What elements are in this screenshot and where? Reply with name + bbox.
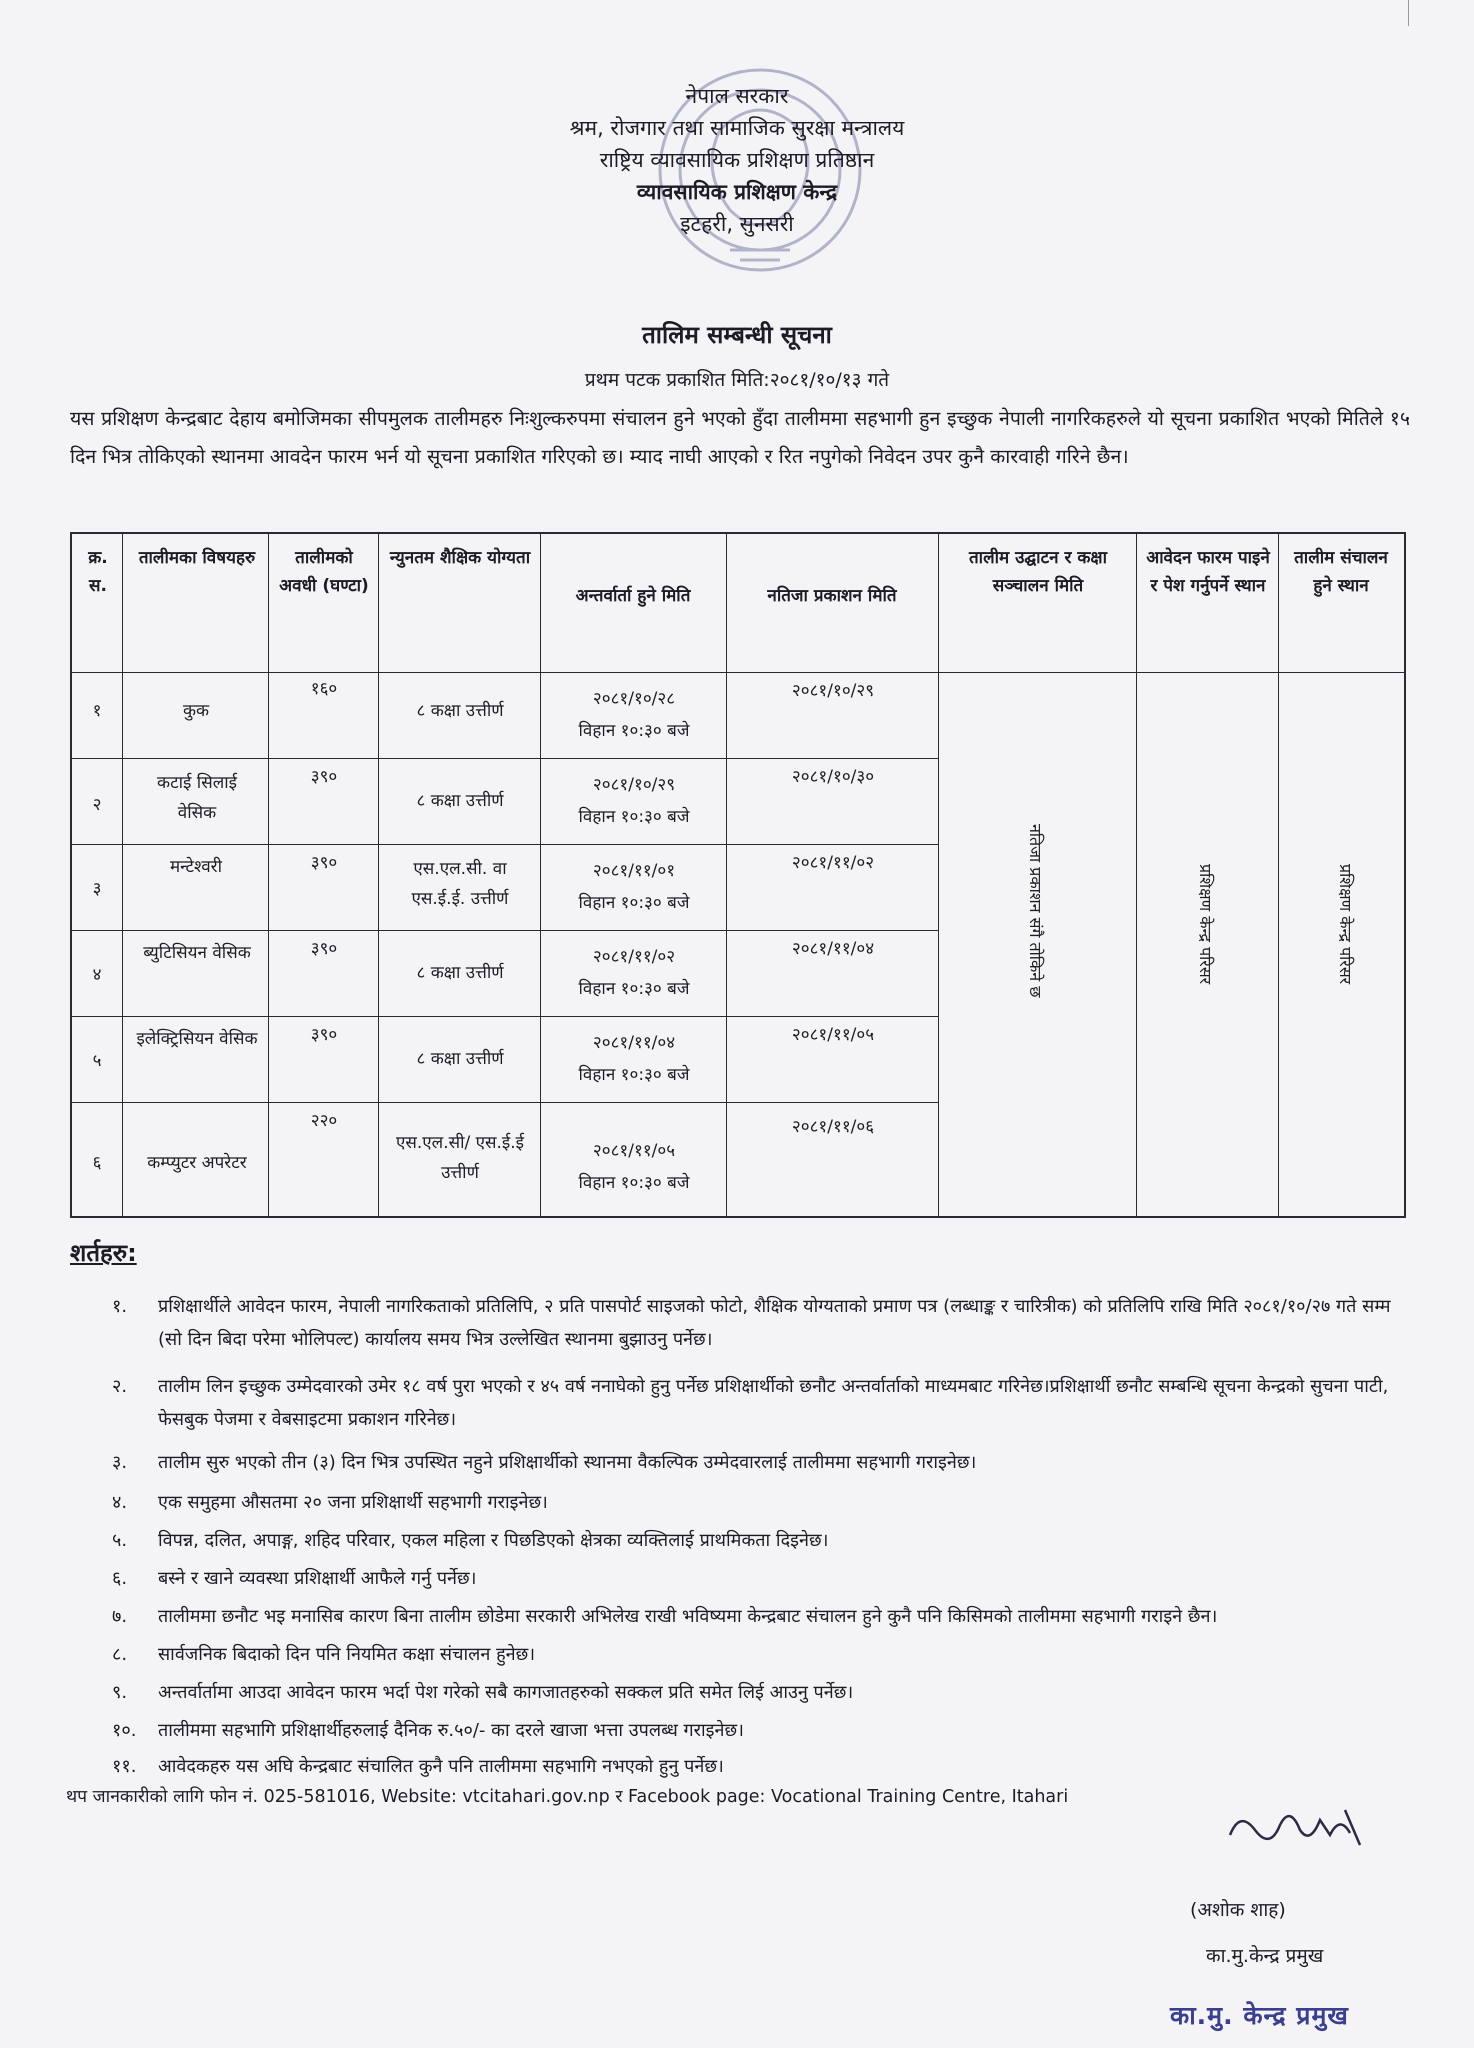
- letterhead-line-4: व्यावसायिक प्रशिक्षण केन्द्र: [636, 180, 838, 204]
- column-divider: [726, 534, 727, 1216]
- condition-text: तालीम लिन इच्छुक उम्मेदवारको उमेर १८ वर्ष पुरा भएको र ४५ वर्ष ननाघेको हुनु पर्नेछ प्रशिक्षार्थीको छनौट अन्तर्वार्ताको माध्यमबाट गरिनेछ।प्रशिक्षार्थी छनौट सम्बन्धि सूचना केन्द्रको सुचना पाटी, फेसबुक पेजमा र वेबसाइटमा प्रकाशन गरिनेछ।: [158, 1376, 1389, 1430]
- condition-item: [70, 1290, 1420, 1360]
- row-divider: [72, 758, 938, 759]
- letterhead-line-3: राष्ट्रिय व्यावसायिक प्रशिक्षण प्रतिष्ठान: [599, 148, 875, 172]
- header-result: नतिजा प्रकाशन मिति: [767, 586, 897, 606]
- published-date: प्रथम पटक प्रकाशित मिति:२०८१/१०/१३ गते: [584, 369, 890, 391]
- letterhead: [0, 80, 1474, 240]
- row3-interview-time: विहान १०:३० बजे: [578, 893, 690, 913]
- row-divider: [72, 930, 938, 931]
- condition-text: एक समुहमा औसतमा २० जना प्रशिक्षार्थी सहभागी गराइनेछ।: [158, 1492, 548, 1513]
- page-edge-line: [1408, 0, 1409, 26]
- row6-qualification: एस.एल.सी/ एस.ई.ई उत्तीर्ण: [395, 1133, 525, 1183]
- signer-title: का.मु.केन्द्र प्रमुख: [1206, 1945, 1324, 1967]
- row6-interview-date: २०८१/११/०५: [592, 1141, 676, 1161]
- row5-subject: इलेक्ट्रिसियन वेसिक: [136, 1029, 258, 1049]
- notice-intro: यस प्रशिक्षण केन्द्रबाट देहाय बमोजिमका सीपमुलक तालीमहरु निःशुल्करुपमा संचालन हुने भएको हुँदा तालीममा सहभागी हुन इच्छुक नेपाली नागरिकहरुले यो सूचना प्रकाशित भएको मितिले १५ दिन भित्र तोकिएको स्थानमा आवदेन फारम भर्न यो सूचना प्रकाशित गरिएको छ। म्याद नाघी आएको र रित नपुगेको निवेदन उपर कुनै कारवाही गरिने छैन।: [70, 407, 1410, 468]
- row6-interview-time: विहान १०:३० बजे: [578, 1173, 690, 1193]
- row4-duration: ३९०: [310, 939, 338, 959]
- row2-qualification: ८ कक्षा उत्तीर्ण: [416, 791, 504, 811]
- row6-result: २०८१/११/०६: [791, 1117, 875, 1137]
- row5-duration: ३९०: [310, 1025, 338, 1045]
- office-stamp: का.मु. केन्द्र प्रमुख: [1170, 2001, 1349, 2030]
- merged-venue-text: प्रशिक्षण केन्द्र परिसर: [1336, 864, 1355, 985]
- header-duration: तालीमको अवधी (घण्टा): [279, 548, 369, 596]
- condition-text: तालीम सुरु भएको तीन (३) दिन भित्र उपस्थित नहुने प्रशिक्षार्थीको स्थानमा वैकल्पिक उम्मेदवारलाई तालीममा सहभागी गराइनेछ।: [158, 1452, 977, 1473]
- row4-subject: ब्युटिसियन वेसिक: [143, 943, 251, 963]
- merged-inauguration-text: नतिजा प्रकाशन संगै तोकिने छ: [1026, 824, 1045, 998]
- row5-sn: ५: [92, 1051, 102, 1071]
- condition-number: ६.: [112, 1568, 128, 1589]
- condition-text: तालीममा छनौट भइ मनासिब कारण बिना तालीम छोडेमा सरकारी अभिलेख राखी भविष्यमा केन्द्रबाट संचालन हुने कुनै पनि किसिमको तालीममा सहभागी गराइने छैन।: [158, 1606, 1218, 1627]
- row2-result: २०८१/१०/३०: [791, 767, 875, 787]
- row3-subject: मन्टेश्वरी: [169, 857, 223, 877]
- row4-sn: ४: [92, 965, 102, 985]
- row4-qualification: ८ कक्षा उत्तीर्ण: [416, 963, 504, 983]
- header-venue: तालीम संचालन हुने स्थान: [1294, 548, 1388, 596]
- column-divider: [1136, 534, 1137, 1216]
- condition-text: प्रशिक्षार्थीले आवेदन फारम, नेपाली नागरिकताको प्रतिलिपि, २ प्रति पासपोर्ट साइजको फोटो, शैक्षिक योग्यताको प्रमाण पत्र (लब्धाङ्क र चारित्रीक) को प्रतिलिपि राखि मिति २०८१/१०/२७ गते सम्म (सो दिन बिदा परेमा भोलिपल्ट) कार्यालय समय भित्र उल्लेखित स्थानमा बुझाउनु पर्नेछ।: [158, 1296, 1391, 1350]
- letterhead-line-5: इटहरी, सुनसरी: [680, 212, 794, 236]
- conditions-heading: शर्तहरु:: [70, 1239, 137, 1267]
- condition-number: ११.: [112, 1756, 137, 1777]
- condition-number: ५.: [112, 1530, 128, 1551]
- row6-duration: २२०: [310, 1111, 338, 1131]
- table-header-divider: [72, 672, 1404, 673]
- column-divider: [378, 534, 379, 1216]
- row4-interview-date: २०८१/११/०२: [592, 947, 676, 967]
- column-divider: [938, 534, 939, 1216]
- condition-number: ३.: [112, 1452, 128, 1473]
- condition-text: आवेदकहरु यस अघि केन्द्रबाट संचालित कुनै पनि तालीममा सहभागि नभएको हुनु पर्नेछ।: [158, 1756, 724, 1777]
- column-divider: [122, 534, 123, 1216]
- row4-result: २०८१/११/०४: [791, 939, 875, 959]
- column-divider: [540, 534, 541, 1216]
- header-interview: अन्तर्वार्ता हुने मिति: [575, 586, 691, 606]
- header-subject: तालीमका विषयहरु: [138, 548, 256, 568]
- column-divider: [268, 534, 269, 1216]
- row-divider: [72, 1102, 938, 1103]
- condition-number: २.: [112, 1376, 128, 1397]
- row3-result: २०८१/११/०२: [791, 853, 875, 873]
- condition-item: [70, 1370, 1420, 1440]
- row3-qualification: एस.एल.सी. वा एस.ई.ई. उत्तीर्ण: [411, 859, 509, 909]
- merged-form-place-text: प्रशिक्षण केन्द्र परिसर: [1196, 864, 1215, 985]
- row2-sn: २: [92, 795, 102, 815]
- row1-interview-date: २०८१/१०/२८: [592, 689, 676, 709]
- row-divider: [72, 1016, 938, 1017]
- header-form-place: आवेदन फारम पाइने र पेश गर्नुपर्ने स्थान: [1146, 548, 1270, 596]
- row1-duration: १६०: [310, 679, 338, 699]
- row3-duration: ३९०: [310, 853, 338, 873]
- row1-sn: १: [92, 701, 102, 721]
- notice-title: तालिम सम्बन्धी सूचना: [642, 321, 832, 349]
- row3-interview-date: २०८१/११/०१: [592, 861, 676, 881]
- row3-sn: ३: [92, 879, 102, 899]
- condition-text: अन्तर्वार्तामा आउदा आवेदन फारम भर्दा पेश गरेको सबै कागजातहरुको सक्कल प्रति समेत लिई आउनु पर्नेछ।: [158, 1682, 854, 1703]
- row6-subject: कम्प्युटर अपरेटर: [147, 1153, 247, 1173]
- row5-qualification: ८ कक्षा उत्तीर्ण: [416, 1049, 504, 1069]
- training-table: [70, 532, 1406, 1218]
- row1-subject: कुक: [182, 701, 210, 721]
- condition-number: ७.: [112, 1606, 128, 1627]
- row1-interview-time: विहान १०:३० बजे: [578, 721, 690, 741]
- condition-number: १०.: [112, 1720, 137, 1741]
- row5-result: २०८१/११/०५: [791, 1025, 875, 1045]
- row4-interview-time: विहान १०:३० बजे: [578, 979, 690, 999]
- condition-text: विपन्न, दलित, अपाङ्ग, शहिद परिवार, एकल महिला र पिछडिएको क्षेत्रका व्यक्तिलाई प्राथमिकता दिइनेछ।: [158, 1530, 829, 1551]
- condition-number: १.: [112, 1296, 128, 1317]
- letterhead-line-1: नेपाल सरकार: [685, 84, 789, 108]
- row6-sn: ६: [92, 1153, 102, 1173]
- row2-interview-time: विहान १०:३० बजे: [578, 807, 690, 827]
- letterhead-line-2: श्रम, रोजगार तथा सामाजिक सुरक्षा मन्त्रालय: [569, 116, 905, 140]
- row1-qualification: ८ कक्षा उत्तीर्ण: [416, 701, 504, 721]
- row2-duration: ३९०: [310, 767, 338, 787]
- condition-number: ८.: [112, 1644, 128, 1665]
- row2-subject: कटाई सिलाई वेसिक: [157, 773, 237, 823]
- row5-interview-time: विहान १०:३० बजे: [578, 1065, 690, 1085]
- signer-name: (अशोक शाह): [1190, 1899, 1286, 1921]
- header-inauguration: तालीम उद्घाटन र कक्षा सञ्चालन मिति: [968, 548, 1108, 596]
- column-divider: [1278, 534, 1279, 1216]
- row-divider: [72, 844, 938, 845]
- contact-info: थप जानकारीको लागि फोन नं. 025-581016, Website: vtcitahari.gov.np र Facebook page: Vocational Training Centre, Itahari: [66, 1787, 1069, 1807]
- row2-interview-date: २०८१/१०/२९: [592, 775, 676, 795]
- header-sn: क्र. स.: [88, 548, 108, 596]
- condition-text: सार्वजनिक बिदाको दिन पनि नियमित कक्षा संचालन हुनेछ।: [158, 1644, 536, 1665]
- condition-text: बस्ने र खाने व्यवस्था प्रशिक्षार्थी आफैले गर्नु पर्नेछ।: [158, 1568, 477, 1589]
- condition-number: ४.: [112, 1492, 128, 1513]
- condition-number: ९.: [112, 1682, 128, 1703]
- handwritten-signature: [1220, 1795, 1380, 1865]
- header-qualification: न्युनतम शैक्षिक योग्यता: [389, 548, 531, 568]
- condition-text: तालीममा सहभागि प्रशिक्षार्थीहरुलाई दैनिक रु.५०/- का दरले खाजा भत्ता उपलब्ध गराइनेछ।: [158, 1720, 744, 1741]
- row5-interview-date: २०८१/११/०४: [592, 1033, 676, 1053]
- row1-result: २०८१/१०/२९: [791, 681, 875, 701]
